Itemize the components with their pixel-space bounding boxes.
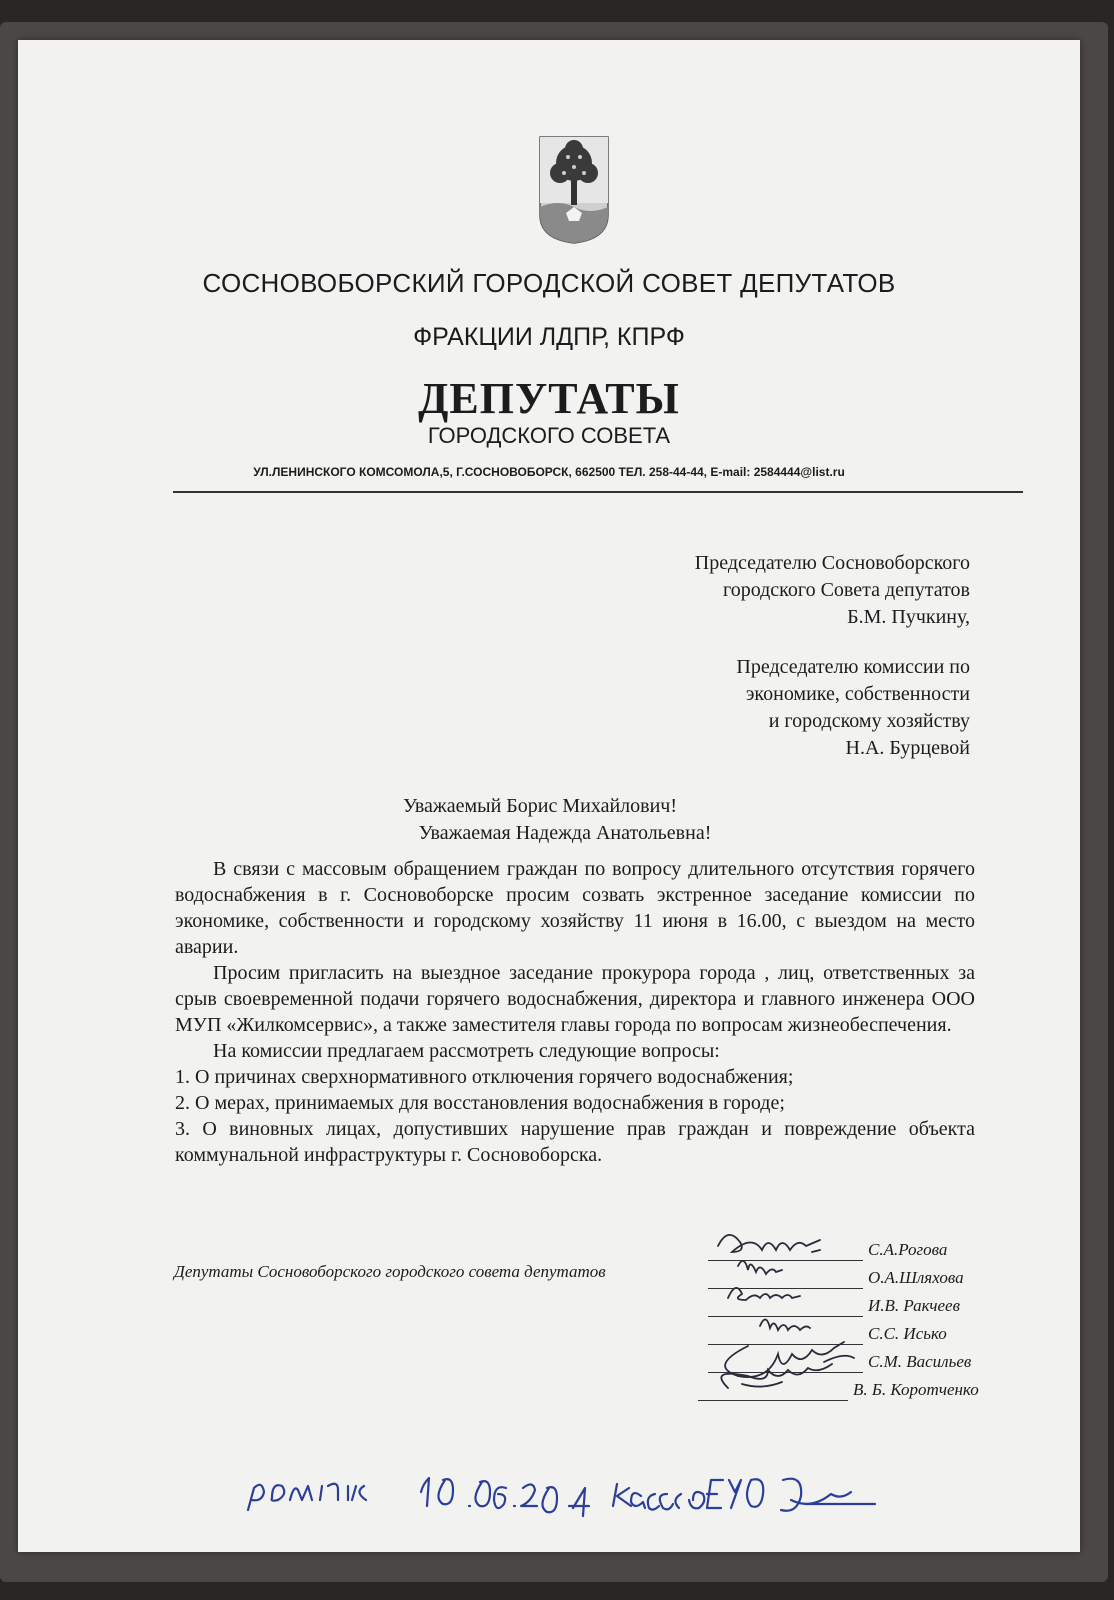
header-divider [173,491,1023,493]
handwritten-receipt-note-icon [243,1460,903,1530]
addressee-line: экономике, собственности [745,683,970,705]
body-paragraph: На комиссии предлагаем рассмотреть следующие вопросы: [213,1040,720,1062]
letter-body [175,856,975,1168]
signatory-name: С.М. Васильев [868,1352,972,1371]
signatories-label: Депутаты Сосновоборского городского совета депутатов [174,1262,606,1281]
greeting-line: Уважаемая Надежда Анатольевна! [418,822,712,844]
signatory-name: О.А.Шляхова [868,1268,964,1287]
organization-name: СОСНОВОБОРСКИЙ ГОРОДСКОЙ СОВЕТ ДЕПУТАТОВ [202,268,896,298]
addressee-line: и городскому хозяйству [768,710,970,732]
addressee-line: Н.А. Бурцевой [845,737,970,759]
greeting-line: Уважаемый Борис Михайлович! [402,795,678,817]
addressee-commission [736,654,970,762]
body-paragraph: Просим пригласить на выездное заседание прокурора города , лиц, ответственных за срыв своевременной подачи горячего водоснабжения, директора и главного инженера ООО МУП «Жилкомсервис», а также заместителя главы города по вопросам жизнеобеспечения. [175,962,975,1036]
signatory-name: С.С. Исько [868,1324,947,1343]
handwritten-signatures-icon [708,1218,908,1418]
letter-page [18,40,1080,1552]
fractions-line: ФРАКЦИИ ЛДПР, КПРФ [413,323,685,351]
addressee-chairman [695,550,970,631]
addressee-line: Председателю комиссии по [736,656,970,678]
addressee-line: Б.М. Пучкину, [847,606,970,628]
agenda-item: 3. О виновных лицах, допустивших нарушение прав граждан и повреждение объекта коммунальной инфраструктуры г. Сосновоборска. [175,1118,975,1166]
letterhead-title: ДЕПУТАТЫ [418,374,680,423]
signatory-name: И.В. Ракчеев [868,1296,960,1315]
addressee-line: Председателю Сосновоборского [694,552,970,574]
agenda-item: 2. О мерах, принимаемых для восстановления водоснабжения в городе; [175,1092,785,1114]
signatory-name: В. Б. Коротченко [853,1380,979,1399]
greeting [18,793,1080,847]
city-coat-of-arms-icon [538,135,610,245]
letterhead-address: УЛ.ЛЕНИНСКОГО КОМСОМОЛА,5, Г.СОСНОВОБОРСК, 662500 ТЕЛ. 258-44-44, E-mail: 2584444@list.ru [253,465,845,479]
body-paragraph: В связи с массовым обращением граждан по вопросу длительного отсутствия горячего водоснабжения в г. Сосновоборске просим созвать экстренное заседание комиссии по экономике, собственности и городскому хозяйству 11 июня в 16.00, с выездом на место аварии. [175,858,975,958]
addressee-line: городского Совета депутатов [722,579,970,601]
agenda-item: 1. О причинах сверхнормативного отключения горячего водоснабжения; [175,1066,794,1088]
letterhead-subtitle: ГОРОДСКОГО СОВЕТА [427,423,671,448]
signatory-name: С.А.Рогова [868,1240,948,1259]
